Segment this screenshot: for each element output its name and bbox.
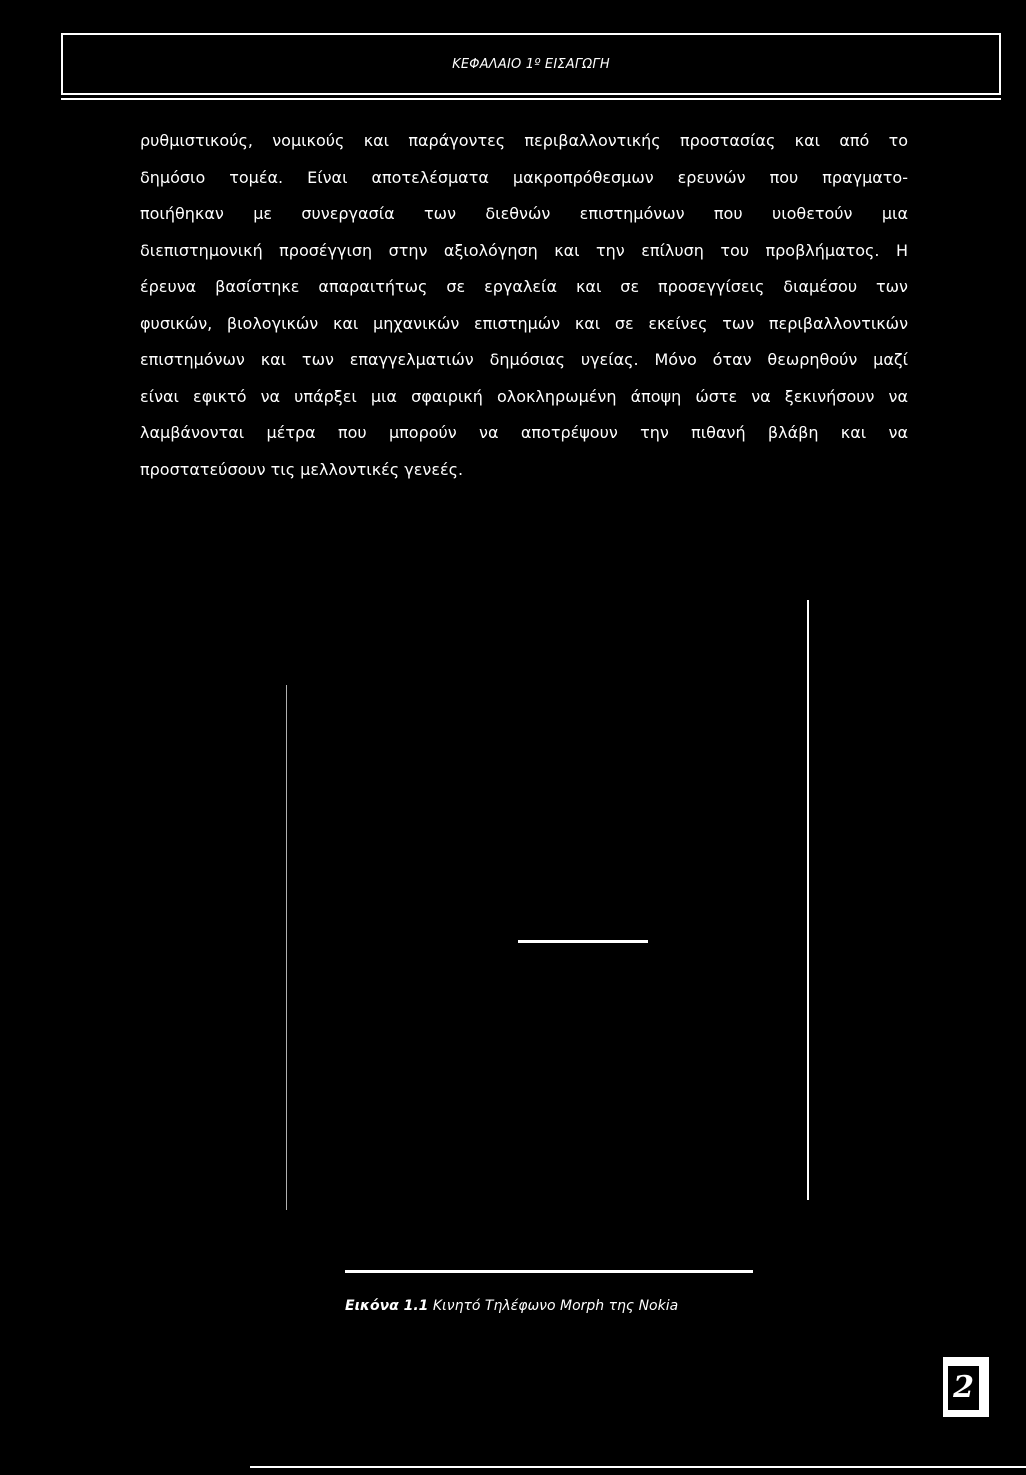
body-paragraph — [140, 126, 908, 491]
chapter-title: ΚΕΦΑΛΑΙΟ 1º ΕΙΣΑΓΩΓΗ — [452, 57, 610, 72]
header-underline — [61, 98, 1001, 100]
caption-text: Κινητό Τηλέφωνο Morph της Nokia — [428, 1298, 679, 1314]
paragraph-line: ρυθμιστικούς, νομικούς και παράγοντες περιβαλλοντικής προστασίας και από το — [140, 131, 908, 150]
paragraph-line: ποιήθηκαν με συνεργασία των διεθνών επιστημόνων που υιοθετούν μια — [140, 204, 908, 223]
figure-edge-line — [286, 685, 287, 1210]
paragraph-line: φυσικών, βιολογικών και μηχανικών επιστημών και σε εκείνες των περιβαλλοντικών — [140, 313, 908, 333]
paragraph-line: προστατεύσουν τις μελλοντικές γενεές. — [140, 459, 464, 479]
paragraph-line: λαμβάνονται μέτρα που μπορούν να αποτρέψουν την πιθανή βλάβη και να — [140, 423, 908, 442]
page-number-badge — [943, 1357, 989, 1417]
page-number: 2 — [948, 1366, 979, 1410]
chapter-header — [61, 33, 1001, 95]
paragraph-line: διεπιστημονική προσέγγιση στην αξιολόγηση και την επίλυση του προβλήματος. Η — [140, 240, 908, 260]
figure-mark — [518, 940, 648, 943]
paragraph-line: δημόσιο τομέα. Είναι αποτελέσματα μακροπρόθεσμων ερευνών που πραγματο- — [140, 167, 908, 187]
figure-image — [286, 600, 810, 1210]
caption-rule — [345, 1270, 753, 1273]
paragraph-line: επιστημόνων και των επαγγελματιών δημόσιας υγείας. Μόνο όταν θεωρηθούν μαζί — [140, 350, 908, 369]
bottom-rule — [250, 1466, 1026, 1468]
figure-edge-line — [807, 600, 809, 1200]
figure-caption — [345, 1298, 678, 1314]
caption-label: Εικόνα 1.1 — [345, 1298, 429, 1314]
paragraph-line: έρευνα βασίστηκε απαραιτήτως σε εργαλεία και σε προσεγγίσεις διαμέσου των — [140, 277, 908, 296]
paragraph-line: είναι εφικτό να υπάρξει μια σφαιρική ολοκληρωμένη άποψη ώστε να ξεκινήσουν να — [140, 386, 908, 406]
